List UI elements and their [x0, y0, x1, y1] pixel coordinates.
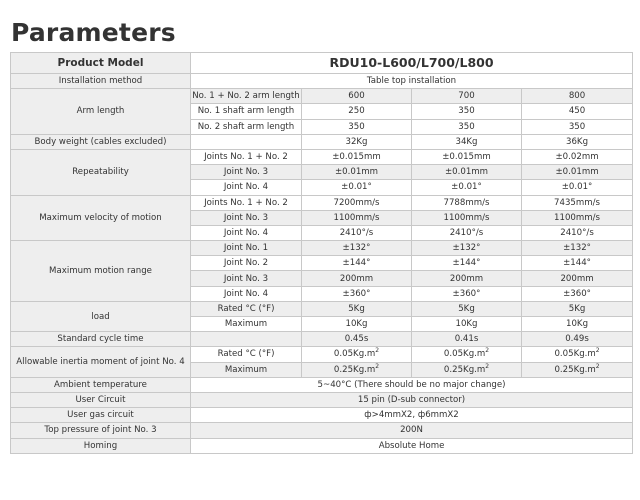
row-value: ф>4mmX2, ф6mmX2 [191, 408, 633, 423]
row-value: 200N [191, 423, 633, 438]
table-row [11, 392, 633, 407]
cell-value: ±132° [302, 241, 412, 256]
cell-value: 36Kg [522, 134, 633, 149]
cell-value: ±0.01° [412, 180, 522, 195]
cell-value: 200mm [412, 271, 522, 286]
sub-label: Joint No. 1 [191, 241, 302, 256]
cell-value: 10Kg [522, 317, 633, 332]
cell-value [412, 362, 522, 377]
page-title: Parameters [11, 18, 176, 47]
parameters-table [10, 52, 633, 454]
cell-value: 350 [302, 119, 412, 134]
cell-value: 32Kg [302, 134, 412, 149]
row-label: User Circuit [11, 392, 191, 407]
cell-value [302, 347, 412, 362]
cell-value: 0.45s [302, 332, 412, 347]
product-model-value: RDU10-L600/L700/L800 [191, 53, 633, 74]
table-row [11, 423, 633, 438]
cell-value: 450 [522, 104, 633, 119]
sub-label: Joints No. 1 + No. 2 [191, 195, 302, 210]
cell-value: ±0.015mm [302, 149, 412, 164]
sub-label: Joints No. 1 + No. 2 [191, 149, 302, 164]
row-value: Absolute Home [191, 438, 633, 453]
value-text: 0.05Kg.m [443, 349, 486, 360]
sub-label: Maximum [191, 317, 302, 332]
sub-label: Rated °C (°F) [191, 347, 302, 362]
cell-value: 5Kg [412, 301, 522, 316]
row-label: User gas circuit [11, 408, 191, 423]
cell-value: 10Kg [302, 317, 412, 332]
row-label: Body weight (cables excluded) [11, 134, 191, 149]
cell-value: ±360° [412, 286, 522, 301]
cell-value: 350 [412, 104, 522, 119]
superscript: 2 [485, 362, 490, 370]
row-label: Homing [11, 438, 191, 453]
value-text: 0.25Kg.m [554, 364, 596, 375]
table-row [11, 347, 633, 362]
table-row [11, 301, 633, 316]
sub-label: Maximum [191, 362, 302, 377]
empty-cell [191, 134, 302, 149]
row-label: Arm length [11, 89, 191, 135]
sub-label: No. 1 + No. 2 arm length [191, 89, 302, 104]
product-model-label: Product Model [11, 53, 191, 74]
row-label: Standard cycle time [11, 332, 191, 347]
cell-value: ±360° [302, 286, 412, 301]
cell-value: 7788mm/s [412, 195, 522, 210]
superscript: 2 [595, 347, 600, 355]
sub-label: No. 2 shaft arm length [191, 119, 302, 134]
table-row [11, 377, 633, 392]
row-label: Repeatability [11, 149, 191, 195]
value-text: 0.05Kg.m [554, 349, 596, 360]
cell-value: 2410°/s [302, 225, 412, 240]
cell-value: ±0.02mm [522, 149, 633, 164]
row-label: Maximum motion range [11, 241, 191, 302]
sub-label: Joint No. 4 [191, 225, 302, 240]
table-row [11, 438, 633, 453]
superscript: 2 [595, 362, 600, 370]
table-row [11, 332, 633, 347]
sub-label: No. 1 shaft arm length [191, 104, 302, 119]
sub-label: Joint No. 3 [191, 165, 302, 180]
sub-label: Joint No. 3 [191, 271, 302, 286]
value-text: 0.05Kg.m [333, 349, 376, 360]
cell-value: 200mm [522, 271, 633, 286]
cell-value [522, 347, 633, 362]
cell-value: ±132° [522, 241, 633, 256]
row-label: load [11, 301, 191, 331]
row-label: Installation method [11, 74, 191, 89]
cell-value: 7200mm/s [302, 195, 412, 210]
table-row [11, 408, 633, 423]
cell-value: 200mm [302, 271, 412, 286]
cell-value: 2410°/s [412, 225, 522, 240]
cell-value: 1100mm/s [302, 210, 412, 225]
superscript: 2 [375, 362, 380, 370]
cell-value: 34Kg [412, 134, 522, 149]
superscript: 2 [375, 347, 380, 355]
cell-value: 600 [302, 89, 412, 104]
cell-value: 250 [302, 104, 412, 119]
cell-value [412, 347, 522, 362]
cell-value: 350 [522, 119, 633, 134]
cell-value: 5Kg [522, 301, 633, 316]
cell-value: ±144° [522, 256, 633, 271]
table-row [11, 134, 633, 149]
cell-value [302, 362, 412, 377]
cell-value: ±0.01mm [412, 165, 522, 180]
value-text: 0.25Kg.m [443, 364, 486, 375]
cell-value: ±0.015mm [412, 149, 522, 164]
cell-value: ±144° [412, 256, 522, 271]
cell-value: ±0.01mm [302, 165, 412, 180]
row-value: Table top installation [191, 74, 633, 89]
row-label: Ambient temperature [11, 377, 191, 392]
cell-value: 0.41s [412, 332, 522, 347]
row-value: 5~40°C (There should be no major change) [191, 377, 633, 392]
cell-value: 1100mm/s [522, 210, 633, 225]
table-row [11, 149, 633, 164]
cell-value: 700 [412, 89, 522, 104]
sub-label: Joint No. 4 [191, 180, 302, 195]
row-label: Maximum velocity of motion [11, 195, 191, 241]
sub-label: Joint No. 3 [191, 210, 302, 225]
cell-value [522, 362, 633, 377]
sub-label: Joint No. 2 [191, 256, 302, 271]
table-row [11, 89, 633, 104]
superscript: 2 [485, 347, 490, 355]
sub-label: Joint No. 4 [191, 286, 302, 301]
cell-value: 2410°/s [522, 225, 633, 240]
row-value: 15 pin (D-sub connector) [191, 392, 633, 407]
cell-value: ±0.01° [302, 180, 412, 195]
cell-value: 800 [522, 89, 633, 104]
value-text: 0.25Kg.m [333, 364, 376, 375]
table-row [11, 195, 633, 210]
cell-value: ±360° [522, 286, 633, 301]
table-row [11, 241, 633, 256]
header-row [11, 53, 633, 74]
row-label: Top pressure of joint No. 3 [11, 423, 191, 438]
sub-label: Rated °C (°F) [191, 301, 302, 316]
cell-value: ±144° [302, 256, 412, 271]
cell-value: ±132° [412, 241, 522, 256]
cell-value: 10Kg [412, 317, 522, 332]
cell-value: 5Kg [302, 301, 412, 316]
table-row [11, 74, 633, 89]
cell-value: 350 [412, 119, 522, 134]
cell-value: 0.49s [522, 332, 633, 347]
empty-cell [191, 332, 302, 347]
cell-value: ±0.01° [522, 180, 633, 195]
cell-value: 1100mm/s [412, 210, 522, 225]
row-label: Allowable inertia moment of joint No. 4 [11, 347, 191, 377]
cell-value: 7435mm/s [522, 195, 633, 210]
cell-value: ±0.01mm [522, 165, 633, 180]
